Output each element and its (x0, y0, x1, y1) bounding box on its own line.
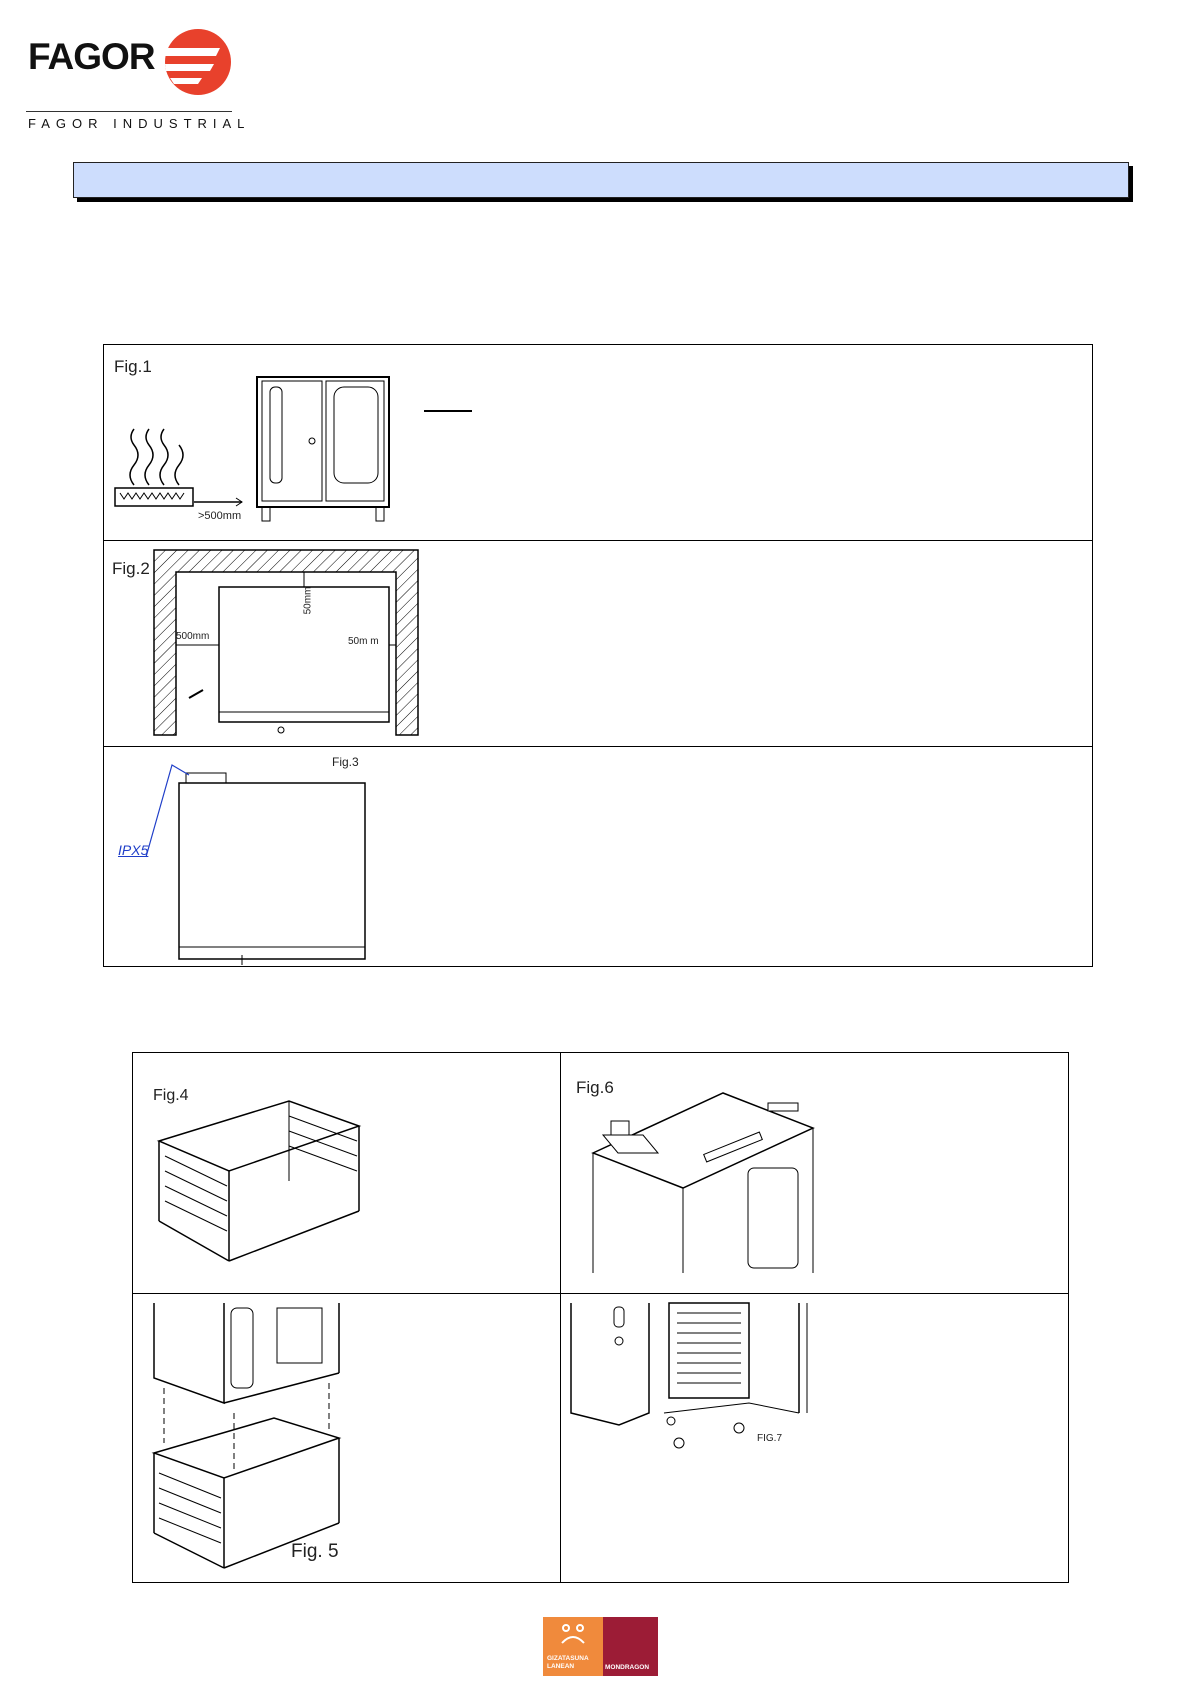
fig4-label: Fig.4 (153, 1087, 189, 1104)
brand-subtitle: FAGOR INDUSTRIAL (28, 116, 251, 131)
stand-figures-table (132, 1052, 1069, 1583)
brand-logo-text: FAGOR (28, 36, 155, 77)
fig3-label: Fig.3 (332, 755, 359, 769)
fig7-trolley-drawing (569, 1303, 829, 1478)
fig1-heat-source-drawing (114, 405, 204, 495)
fig2-clearance-drawing (154, 550, 424, 740)
badge-left-line2: LANEAN (547, 1663, 575, 1670)
fig1-oven-drawing (254, 375, 394, 525)
col-divider (560, 1053, 561, 1582)
row-divider (104, 746, 1092, 747)
fig6-oven-top-drawing (583, 1073, 823, 1273)
footer-badge-left (543, 1617, 603, 1676)
fig6-label: Fig.6 (576, 1078, 614, 1097)
fig5-stacking-drawing (149, 1303, 359, 1573)
row-divider (104, 540, 1092, 541)
fig3-rating: IPX5 (118, 842, 149, 858)
fig1-arrow (194, 497, 244, 507)
fig2-left-gap: 500mm (176, 631, 210, 642)
badge-right-text: MONDRAGON (605, 1664, 650, 1671)
fig1-underline (424, 410, 472, 412)
fig3-oven-side-drawing (114, 757, 374, 967)
fig1-distance: >500mm (198, 510, 242, 522)
fig5-label: Fig. 5 (291, 1541, 339, 1562)
installation-figures-table (103, 344, 1093, 967)
footer-badge-right (603, 1617, 658, 1676)
people-icon (559, 1623, 587, 1645)
logo-divider (26, 111, 232, 112)
fig1-label: Fig.1 (114, 357, 152, 376)
badge-left-text (547, 1655, 589, 1671)
fig2-right-gap: 50m m (348, 636, 379, 647)
fig2-label: Fig.2 (112, 559, 150, 578)
fig2-top-gap: 50mm (302, 586, 314, 615)
row-divider (133, 1293, 1068, 1294)
section-title-bar (73, 162, 1129, 198)
fagor-logo-icon (162, 28, 234, 96)
fig7-label: FIG.7 (757, 1433, 783, 1444)
badge-left-line1: GIZATASUNA (547, 1655, 589, 1662)
fig4-stand-drawing (149, 1081, 369, 1281)
fig1-burner-icon (114, 487, 194, 507)
